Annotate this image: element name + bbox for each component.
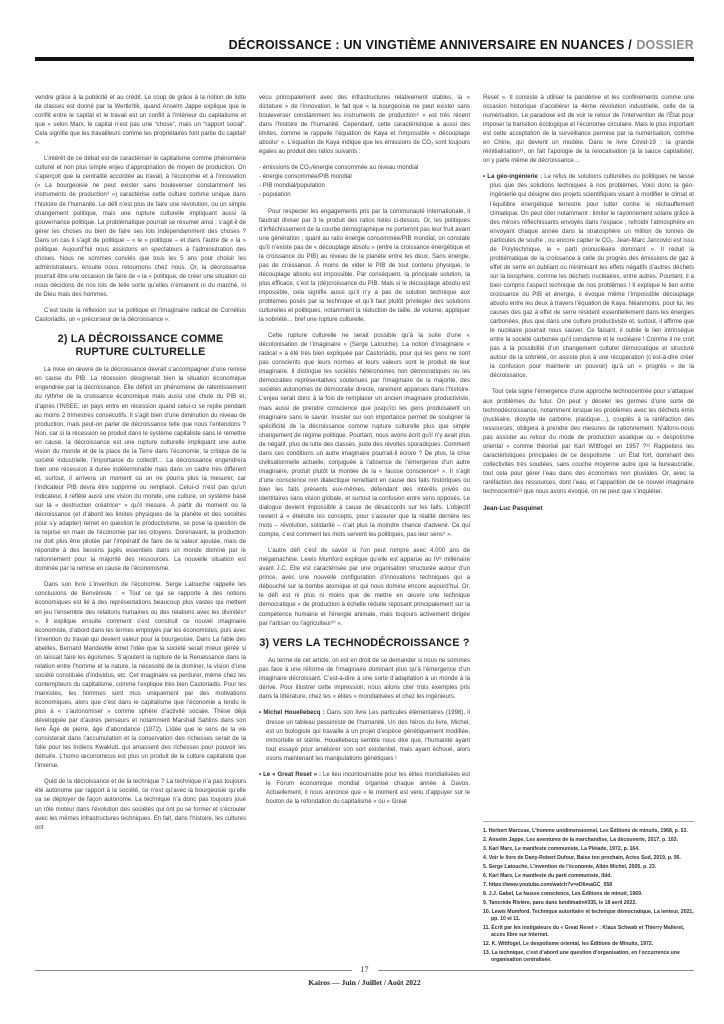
dossier-label: DOSSIER (636, 38, 694, 52)
footnote-item: 9. Tancrède Rivière, paru dans lundimatin#335, le 18 avril 2022. (483, 900, 637, 906)
footnote-item: 1. Herbert Marcuse, L’homme unidimensionnel, Les Éditions de minuits, 1968, p. 53. (483, 828, 688, 834)
paragraph: L’intérêt de ce débat est de caractériser le capitalisme comme phénomène culturel et non plus simple enjeu d’appropriation de moyen de production. On s’aperçoit que la centralité accordée au travail, à l’économie et à l’innovation (« La bourgeoisie ne peut exister sans bouleverser constamment les instruments de production³ ») caractérise cette culture comme unique dans l’histoire de l’humanité. Le défi n’est plus de faire une révolution, ou un simple changement politique, mais une rupture culturelle impliquant aussi la gouvernance politique. La problématique pourrait se résumer ainsi : s’agit-il de gérer les choses ou bien de faire ses lois indépendamment des choses ? Dans un cas il s’agit de politique – « le » politique – et dans l’autre de « la » politique. Aujourd’hui nous assistons en spectateurs à l’administration des choses. Nous ne sommes conviés que tous les 5 ans pour choisir les administrateurs, ensuite nous retournons chez nous. Or, la décroissance pourrait être une occasion de faire de « la » politique, de créer une situation où nous décidons de nos lois de telle sorte qu’elles n’émanent ni du marché, ni de Dieu mais des hommes. (35, 156, 246, 298)
ratio-list (259, 164, 470, 200)
paragraph: L’autre défi c’est de savoir si l’on peut rompre avec 4.000 ans de mégamachine. Lewis Mumford explique qu’elle est apparue au IVᵉ millénaire avant J.C. Elle est caractérisée par une organisation structurée autour d’un prince, avec une nouvelle configuration d’innovations techniques qui a débouché sur la bombe atomique et qui nous domine encore aujourd’hui. Or, le défi est ni plus ni moins que de mettre en œuvre une technique démocratique « de production à échelle réduite reposant principalement sur la compétence humaine et l’énergie animale, mais toujours activement dirigée par l’artisan ou l’agriculteur¹⁰ ». (259, 548, 470, 627)
paragraph: Dans son livre L’invention de l’économie, Serge Latouche rappelle les conclusions de Benvéniste : « Tout ce qui se rapporte à des notions économiques est lié à des représentations beaucoup plus vastes qui mettent en jeu l’ensemble des relations humaines ou des relations avec les divinités⁵ ». Il explique ensuite comment s’est construit ce nouvel imaginaire économiste, d’abord dans les termes employés par les économistes, puis avec l’invention du travail qui devient valeur pour la bourgeoisie. Dans La fable des abeilles, Bernard Mandeville émet l’idée que la société serait mieux gérée si on laissait faire les égoïsmes. S’ajoutent la rupture de la Renaissance dans la relation entre l’homme et la nature, la nécessité de la dominer, la vision d’une société constituée d’individus, etc. Cet imaginaire va perdurer, même chez les contempteurs du capitalisme, comme l’explique très bien Castoriadis. Pour les marxistes, les hommes sont mus uniquement par des motivations économiques, alors que c’est dans le capitalisme que l’économie a tendu le plus à « s’autonomiser » comme sphère d’activité sociale. Thèse déjà développée par d’autres penseurs et notamment Marshall Sahlins dans son livre Âge de pierre, âge d’abondance (1972). L’idée que le sens de la vie consisterait dans l’accumulation et la conservation des richesses serait de la folie pour les Indiens KwakiutL qui amassent des richesses pour pouvoir les détruire. L’homo œconomicus est plus un produit de la culture capitaliste que l’inverse. (35, 582, 246, 770)
paragraph: Tout cela signe l’émergence d’une approche technocentrée pour s’attaquer aux problèmes du futur. On peut y déceler les germes d’une sorte de technodécroissance, notamment lorsque les problèmes avec les déchets émis (nucléaire, dioxyde de carbone, plastique…), couplés à la raréfaction des ressources, obligera à prendre des mesures de rationnement. N’allons-nous pas assister au retour du mode de production asiatique ou « despotisme oriental » comme théorisé par Karl Wittfogel en 1957 ?¹² Rappelons les caractéristiques principales de ce despotisme : un État fort, dominant des collectivités très soudées, sans couche moyenne autre que la bureaucratie, tout cela pour gérer l’eau dans des économies non pluviales. Or, avec la raréfaction des ressources, dont l’eau, et l’apparition de ce nouvel imaginaire technocentré¹³ que nous avons évoqué, on ne peut que s’inquiéter. (483, 389, 694, 495)
paragraph: Pour respecter les engagements pris par la communauté internationale, il faudrait diviser par 3 le produit des ratios listés ci-dessus. Or, les politiques d’infléchissement de la courbe démographique ne porteront pas leur fruit avant une génération ; quant au ratio énergie consommée/PIB mondial, on constate qu’il n’existe pas de « découplage absolu » (entre la croissance énergétique et la croissance du PIB) au niveau de la planète entre les deux. Sans énergie, pas de croissance. À moins de vider le PIB de tout contenu physique, le découplage absolu est impossible. Par conséquent, la principale solution, la plus efficace, c’est la (dé)croissance du PIB. Mais si le découplage absolu est impossible, cela signifie aussi qu’il n’y a pas de solution technique aux problèmes posés par la technique et qu’il faut plutôt privilégier des solutions culturelles et politiques, notamment la réduction de taille, de volume, appliquer la sobriété… bref une rupture culturelle. (259, 208, 470, 324)
paragraph: Quid de la décroissance et de la technique ? La technique n’a pas toujours été autonome par rapport à la société, ce n’est qu’avec la bourgeoisie qu’elle va se déployer de façon autonome. La technique n’a donc pas toujours joué un rôle moteur dans l’évolution des sociétés qui ont pu se former et s’écrouler avec les mêmes infrastructures techniques. En fait, dans l’histoire, les cultures ont (35, 779, 246, 831)
footnote-item: 7. https://www.youtube.com/watch?v=eD6maGC_058 (483, 882, 613, 888)
journal-issue-line: Kairos — Juin / Juillet / Août 2022 (308, 978, 421, 987)
page-footer (35, 966, 694, 987)
bullet-paragraph: • Michel Houellebecq : Dans son livre Les particules élémentaires (1998), il dresse un tableau pessimiste de l’humanité. Un des héros du livre, Michel, est un biologiste qui travaille à un projet d’espèce génétiquement modifiée, immortelle et stérile. Houellebecq semble nous dire que, l’humanité ayant tout essayé pour améliorer son sort existentiel, mais ayant échoué, alors osons maintenant les manipulations génétiques ! (259, 710, 470, 762)
footnote-item: 8. J.J. Gabel, La fausse conscience, Les Éditions de minuit, 1969. (483, 891, 643, 897)
bullet-paragraph: • Le « Great Reset » : Le lieu incontournable pour les élites mondialisées est le Forum économique mondial organisé chaque année à Davos. Actuellement, il nous annonce que « le moment est venu d’appuyer sur le bouton de la refondation du capitalisme » ou « Great (259, 771, 470, 805)
section-heading: 2) LA DÉCROISSANCE COMME RUPTURE CULTURELLE (57, 333, 224, 358)
footnote-item: 13. La technique, c’est d’abord une question d’organisation, en l’occurrence une organisation centralisée. (483, 950, 680, 963)
column-2-flow (259, 94, 470, 807)
page-number: 17 (360, 965, 369, 974)
paragraph: C’est toute la réflexion sur la politique et l’imaginaire radical de Cornélius Castoriadis, un « précurseur de la décroissance ». (35, 308, 246, 324)
footnote-item: 4. Voir le livre de Dany-Robert Dufour, Baise ton prochain, Actes Sud, 2019, p. 95. (483, 855, 681, 861)
author-signature: Jean-Luc Pasquinet (483, 505, 543, 513)
page-header (35, 36, 694, 54)
footnote-item: 2. Anselm Jappe, Les aventures de la marchandise, La découverte, 2017, p. 103. (483, 837, 678, 843)
footnote-item: 6. Karl Marx, Le manifeste du parti communiste, Ibid. (483, 873, 612, 879)
ratio-list-item: - PIB mondial/population (259, 183, 325, 190)
paragraph: Au terme de cet article, on est en droit de se demander si nous ne sommes pas face à une réforme de l’imaginaire dominant plus qu’à l’émergence d’un imaginaire décroissant. C’est-à-dire à une sorte d’adaptation à un monde à la dérive. Pour illustrer cette impression, nous allons citer trois exemples pris dans la littérature, chez les « élites » mondialisées et chez les ingénieurs. (259, 658, 470, 701)
footer-rule-right (378, 970, 695, 971)
ratio-list-item: - population (259, 192, 291, 199)
bullet-lead: • La géo-ingénierie : (483, 174, 543, 181)
paragraph: Cette rupture culturelle ne serait possible qu’à la suite d’une « décolonisation de l’imaginaire » (Serge Latouche). La notion d’imaginaire « radical » a été très bien expliquée par Castoriadis, pour qui les gens ne sont pas conscients que leurs normes et leurs valeurs sont le produit de leur imaginaire. Il distingue les sociétés hétéronomes non démocratiques ou les démocraties représentatives soutenues par l’imaginaire de la majorité, des sociétés autonomes de démocratie directe, rarement apparues dans l’histoire. L’enjeu serait donc à la fois de remplacer un ancien imaginaire productiviste, mais aussi de prendre conscience que jusqu’ici les gens produisaient un imaginaire sans le savoir. Insister sur son importance permet de souligner la spécificité de la décroissance comme rupture culturelle plus que simple changement de régime politique. Pourtant, nous avons écrit qu’il n’y avait plus de négatif, plus de lutte des classes, juste des révoltes sporadiques. Comment dans ces conditions un autre imaginaire pourrait-il éclore ? De plus, la crise civilisationnelle actuelle, conjuguée à l’absence de l’émergence d’un autre imaginaire, produit plutôt la montée de la « fausse conscience⁸ ». Il s’agit d’une conscience non dialectique remettant en cause des faits historiques ou bien les faits présents eux-mêmes, défendant des intérêts privés ou identitaires sans vision globale, et surtout la confusion entre sens opposés. Le dialogue devient impossible à cause de désaccords sur les faits. L’objectif revient à « éteindre les concepts, pour s’assurer que la réalité derrière les mots – révolution, solidarité – n’ait plus la moindre chance d’advenir. Ce qui compte, c’est comment les mots servent les politiques, pas leur sens⁹ ». (259, 333, 470, 539)
bullet-paragraph: • La géo-ingénierie : Le refus de solutions culturelles ou politiques ne laisse plus que des solutions techniques à nos problèmes. Voici donc la géo-ingénierie qui désigne des projets scientifiques visant à modifier le climat et l’équilibre énergétique terrestre pour lutter contre le réchauffement climatique. On peut citer notamment : limiter le rayonnement solaire grâce à des miroirs réfléchissants envoyés dans l’espace ; refroidir l’atmosphère en envoyant chaque année dans la stratosphère un million de tonnes de particules de soufre ; ou encore capter le CO₂. Jean-Marc Jancovici est issu de Polytechnique, le « parti pronucléaire dominant ». Il réduit la problématique de la croissance à celle du progrès des émissions de gaz à effet de serre en oubliant ou minimisant les effets négatifs d’autres déchets sur la biosphère, comme les déchets nucléaires, entre autres. Pourtant, il a bien compris l’aspect technique de nos problèmes ! Il explique le lien entre croissance du PIB et énergie, il évoque même l’impossible découplage absolu entre les deux à travers l’équation de Kaya. Néanmoins, pour lui, les causes des gaz à effet de serre résident essentiellement dans les énergies carbonées, plus que dans une culture productiviste et, surtout, il affirme que le nucléaire pourrait nous sauver. Ce faisant, il oublie le lien intrinsèque entre la société carbonée qu’il condamne et le nucléaire ! Comme il ne croit pas à la possibilité d’un changement culturel démocratique et structuré autour de la sobriété, on assiste plus à une récupération (c’est-à-dire créer la confusion pour maintenir un pouvoir) qu’à un « progrès » de la décroissance. (483, 174, 694, 380)
paragraph: vécu principalement avec des infrastructures relativement stables, la « dictature » de l’innovation, le fait que « la bourgeoisie ne peut exister sans bouleverser constamment les instruments de production⁶ » est très récent dans l’histoire de l’humanité. Cependant, cette caractéristique a aussi des limites, comme le rappelle l’équation de Kaya et l’impossible « découplage absolu⁷ ». L’équation de Kaya indique que les émissions de CO₂ sont toujours égales au produit des ratios suivants : (259, 95, 470, 156)
dossier-title: DÉCROISSANCE : UN VINGTIÈME ANNIVERSAIRE EN NUANCES / (228, 38, 632, 52)
ratio-list-item: - énergie consommée/PIB mondial (259, 174, 352, 181)
paragraph: La mise en œuvre de la décroissance devrait s’accompagner d’une remise en cause du PIB. La récession désignerait bien la situation économique engendrée par la décroissance. Elle définit un phénomène de ralentissement du rythme de la croissance économique mais aussi une chute du PIB et, d’après l’INSEE, un pays entre en récession quand celui-ci se replie pendant au moins 2 trimestres consécutifs. Il s’agit bien d’une diminution du niveau de production, mais peut-on parler de décroissance telle que nous l’entendons ? Non, car si la récession se produit dans le système capitaliste sans le remettre en cause, la décroissance est une rupture culturelle impliquant une autre vision du monde et de la place de la Terre dans l’économie, la critique de la société industrielle, l’importance du collectif… La décroissance engendrera bien une récession à durée indéterminable mais dans un cadre très différent et, surtout, il arrivera un moment où on ne pourra plus la mesurer, car l’indicateur PIB devra être supprimé ou remplacé. Celui-ci n’est pas qu’un indicateur, il reflète aussi une vision du monde, une culture, un système basé sur la « destruction créatrice⁴ » qu’il mesure. À partir du moment où la décroissance (et d’abord les limites physiques de la planète et des sociétés pour s’y adapter) remet en question le productivisme, se pose la question de la reprise en main de l’économie par les citoyens. Dorénavant, la production ne doit plus être pilotée par l’impératif de faire de la valeur ajoutée, mais de répondre à des besoins jugés essentiels dans un monde dominé par le rationnement pour la majorité des ressources. La nouvelle situation est dominée par la remise en cause de l’économisme. (35, 367, 246, 573)
article-columns (35, 94, 694, 966)
footnote-item: 12. K. Wittfogel, Le despotisme oriental, les Éditions de Minuits, 1972. (483, 941, 654, 947)
footnotes-rule (483, 821, 694, 822)
column-3 (483, 94, 694, 966)
paragraph: Reset ». Il consiste à utiliser la pandémie et les confinements comme une occasion historique d’accélérer la 4ème révolution industrielle, celle de la numérisation. Le paradoxe est de voir le retour de l’intervention de l’État pour imposer la transition écologique et l’économie circulaire. Mais le plus important est cette acceptation de la surveillance permise par la numérisation, comme en Chine, qui devient un modèle. Dans le livre Covid-19 : la grande réinitialisation¹¹, on fait l’apologie de la relocalisation (à la sauce capitaliste), on y parle même de décroissance… (483, 95, 694, 165)
column-1 (35, 94, 246, 966)
footnotes-list (483, 828, 694, 964)
footer-rule-left (35, 970, 352, 971)
column-3-flow (483, 94, 694, 513)
footnote-item: 5. Serge Latouche, L’invention de l’économie, Albin Michel, 2005, p. 23. (483, 864, 657, 870)
bullet-lead: • Le « Great Reset » : (259, 771, 322, 778)
footnote-item: 10. Lewis Mumford, Technique autoritaire et technique démocratique, La lenteur, 2021, pp. 10 et 11. (483, 909, 694, 922)
section-heading: 3) VERS LA TECHNODÉCROISSANCE ? (259, 636, 470, 649)
paragraph: vendre grâce à la publicité et au crédit. Le coup de grâce à la notion de lutte de classes est donné par la Wertkritik, quand Anselm Jappe explique que le conflit entre le capital et le travail est un conflit à l’intérieur du capitalisme et que « selon Marx, le capital n’est pas une “chose”, mais un “rapport social”. Cela signifie que les travailleurs comme les propriétaires font partie du capital² ». (35, 95, 246, 147)
column-1-flow (35, 94, 246, 833)
footer-rule-row (35, 966, 694, 974)
footnote-item: 11. Écrit par les instigateurs du « Great Reset » : Klaus Schwab et Thierry Malleret, accès libre sur Internet. (483, 925, 685, 938)
header-rule (35, 57, 694, 61)
footnote-item: 3. Karl Marx, Le manifeste communiste, La Pléiade, 1972, p. 164. (483, 846, 640, 852)
column-2 (259, 94, 470, 966)
footnotes-group (483, 821, 694, 966)
ratio-list-item: - émissions de CO₂/énergie consommée au niveau mondial (259, 165, 419, 172)
bullet-lead: • Michel Houellebecq : (259, 710, 325, 717)
